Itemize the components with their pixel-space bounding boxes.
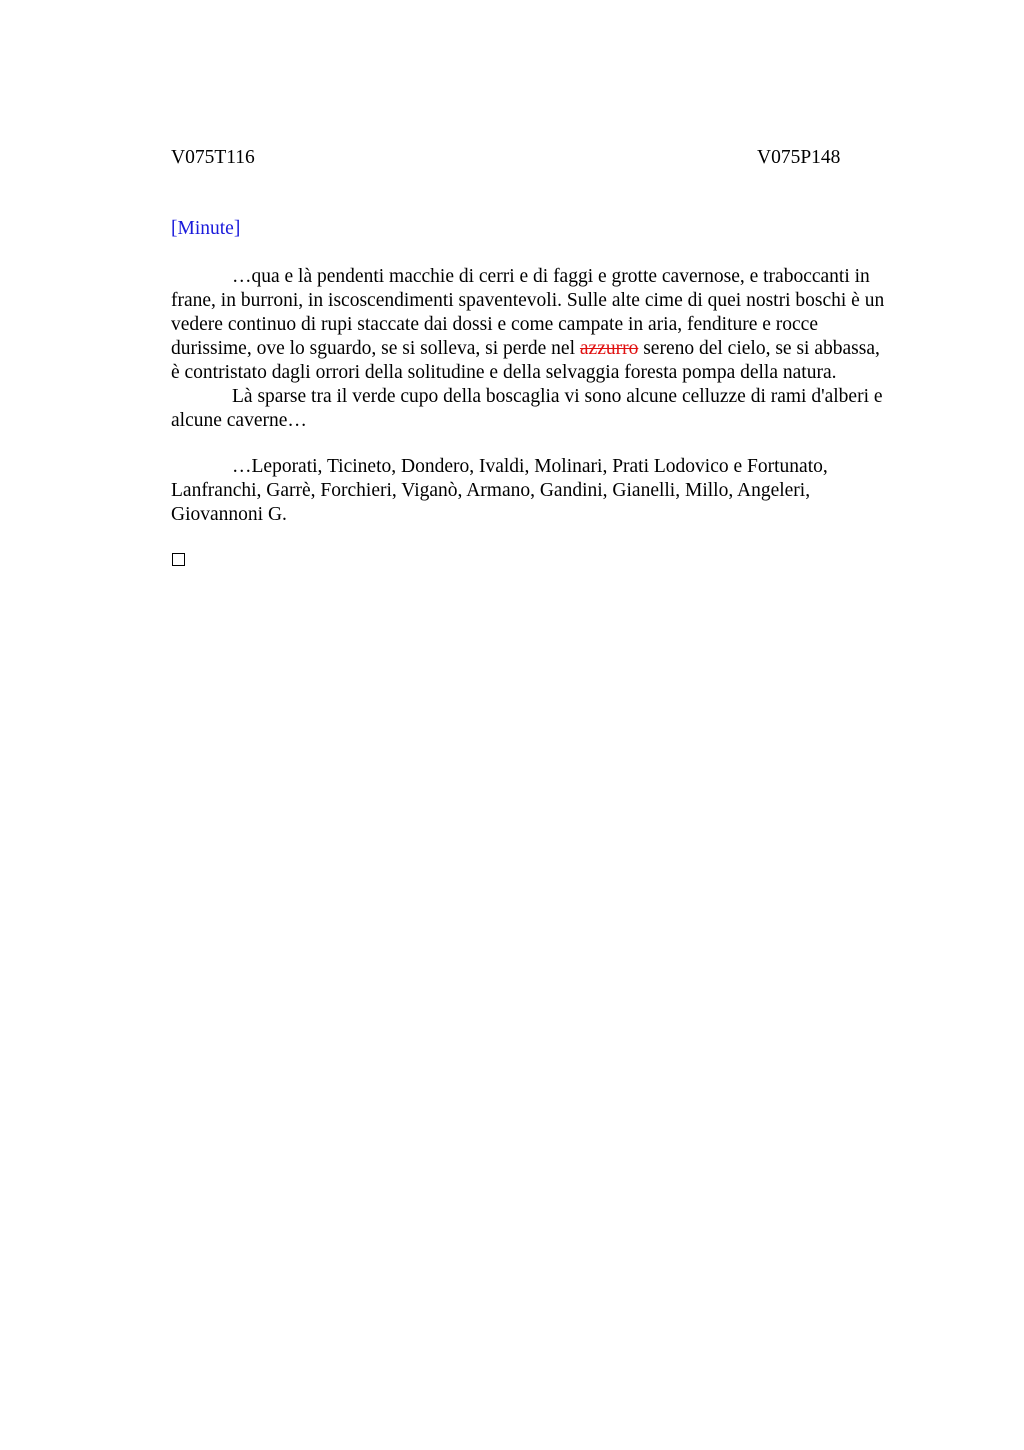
paragraph-1-line-1: …qua e là pendenti macchie di cerri e di faggi e grotte cavernose, e traboccanti in [232, 266, 870, 287]
paragraph-1-line-3: vedere continuo di rupi staccate dai dossi e come campate in aria, fenditure e rocce [171, 314, 818, 335]
paragraph-3-line-3: Giovannoni G. [171, 504, 287, 525]
paragraph-1-line-5: è contristato dagli orrori della solitudine e della selvaggia foresta pompa della natura. [171, 362, 837, 383]
deleted-word: azzurro [579, 338, 639, 359]
paragraph-3 [171, 455, 933, 527]
paragraph-3-line-1: …Leporati, Ticineto, Dondero, Ivaldi, Molinari, Prati Lodovico e Fortunato, [232, 456, 828, 477]
paragraph-1-line-2: frane, in burroni, in iscoscendimenti spaventevoli. Sulle alte cime di quei nostri boschi è un [171, 290, 885, 311]
paragraph-1-line-4-after: sereno del cielo, se si abbassa, [638, 338, 880, 359]
document-code-left: V075T116 [171, 147, 255, 168]
empty-square-icon [172, 553, 185, 566]
document-code-right: V075P148 [757, 147, 841, 168]
paragraph-1-line-4 [171, 337, 933, 361]
text-block-main [171, 265, 933, 433]
text-block-names [171, 455, 933, 527]
paragraph-2 [171, 385, 933, 433]
paragraph-1 [171, 265, 933, 385]
paragraph-1-line-4-before: durissime, ove lo sguardo, se si solleva, si perde nel [171, 338, 580, 359]
paragraph-2-line-1: Là sparse tra il verde cupo della boscaglia vi sono alcune celluzze di rami d'alberi e [232, 386, 883, 407]
section-label: [Minute] [171, 218, 241, 239]
paragraph-2-line-2: alcune caverne… [171, 410, 307, 431]
paragraph-3-line-2: Lanfranchi, Garrè, Forchieri, Viganò, Armano, Gandini, Gianelli, Millo, Angeleri, [171, 480, 811, 501]
